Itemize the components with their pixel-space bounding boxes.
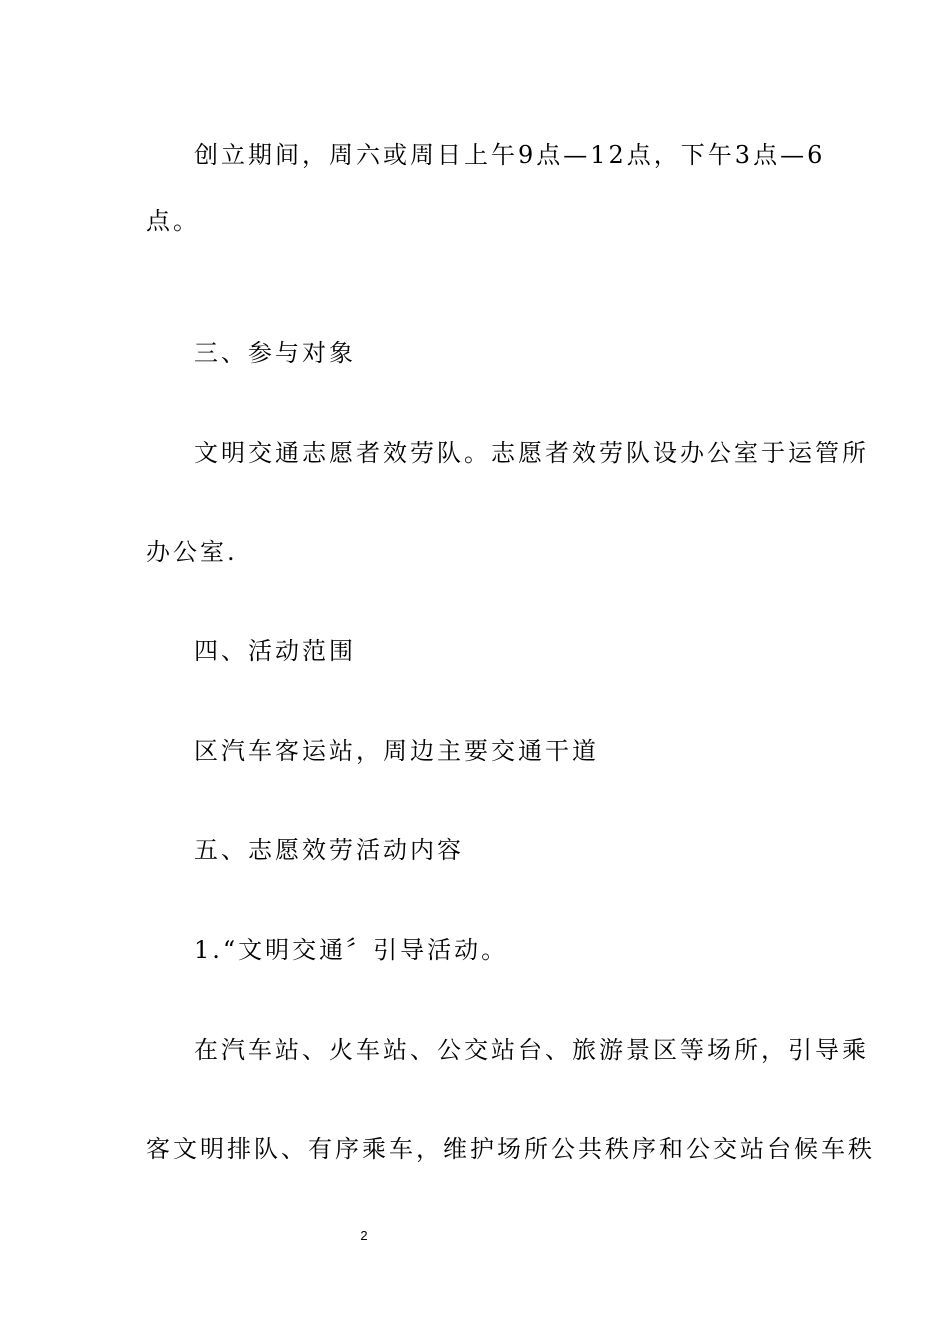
page-number: 2	[360, 1228, 368, 1243]
body-text-line: 办公室.	[146, 538, 238, 566]
section-heading: 三、参与对象	[194, 339, 356, 367]
body-text-line: 客文明排队、有序乘车，维护场所公共秩序和公交站台候车秩	[146, 1135, 875, 1163]
body-text-line: 点。	[146, 207, 200, 235]
section-heading: 四、活动范围	[194, 637, 356, 665]
body-text-line: 在汽车站、火车站、公交站台、旅游景区等场所，引导乘	[194, 1036, 869, 1064]
body-text-line: 文明交通志愿者效劳队。志愿者效劳队设办公室于运管所	[194, 439, 869, 467]
section-heading: 五、志愿效劳活动内容	[194, 836, 464, 864]
body-text-line: 区汽车客运站，周边主要交通干道	[194, 737, 599, 765]
subsection-heading: 1.“文明交通〞引导活动。	[194, 936, 509, 964]
body-text-line: 创立期间，周六或周日上午9点—12点，下午3点—6	[194, 141, 826, 169]
